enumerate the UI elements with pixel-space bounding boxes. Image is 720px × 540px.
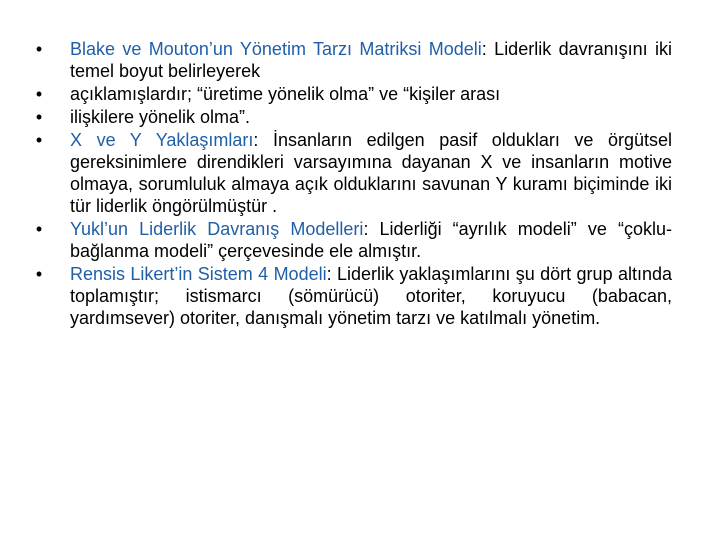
bullet-text: : Liderlik yaklaşımlarını şu dört grup altında toplamıştır; istismarcı (sömürücü) otoriter, koruyucu (babacan, yardımsever) otoriter, danışmalı yönetim tarzı ve katılmalı yönetim.	[70, 264, 672, 328]
bullet-text: : İnsanların edilgen pasif oldukları ve örgütsel gereksinimlere direndikleri varsayımına dayanan X ve insanların motive olmaya, sorumluluk almaya açık olduklarını savunan Y kuramı biçiminde iki tür liderlik öngörülmüştür .	[70, 130, 672, 216]
bullet-item-yukl	[30, 218, 672, 262]
bullet-item-x-y	[30, 129, 672, 217]
bullet-highlight: Rensis Likert’in Sistem 4 Modeli	[70, 264, 327, 284]
bullet-item-continuation-1	[30, 83, 672, 105]
bullet-item-blake-mouton	[30, 38, 672, 82]
bullet-item-continuation-2	[30, 106, 672, 128]
bullet-highlight: X ve Y Yaklaşımları	[70, 130, 254, 150]
bullet-list	[30, 38, 672, 330]
bullet-dot-icon: •	[35, 84, 43, 104]
bullet-dot-icon: •	[35, 130, 43, 150]
bullet-text: : Liderliği “ayrılık modeli” ve “çoklu-bağlanma modeli” çerçevesinde ele almıştır.	[70, 219, 673, 261]
bullet-dot-icon: •	[35, 264, 43, 284]
bullet-text: açıklamışlardır; “üretime yönelik olma” ve “kişiler arası	[70, 84, 501, 104]
bullet-dot-icon: •	[35, 39, 43, 59]
bullet-dot-icon: •	[35, 219, 43, 239]
bullet-text: : Liderlik davranışını iki temel boyut belirleyerek	[70, 39, 673, 81]
bullet-highlight: Yukl’un Liderlik Davranış Modelleri	[70, 219, 364, 239]
bullet-item-likert	[30, 263, 672, 329]
bullet-highlight: Blake ve Mouton’un Yönetim Tarzı Matriksi Modeli	[70, 39, 482, 59]
bullet-dot-icon: •	[35, 107, 43, 127]
bullet-text: ilişkilere yönelik olma”.	[70, 107, 251, 127]
